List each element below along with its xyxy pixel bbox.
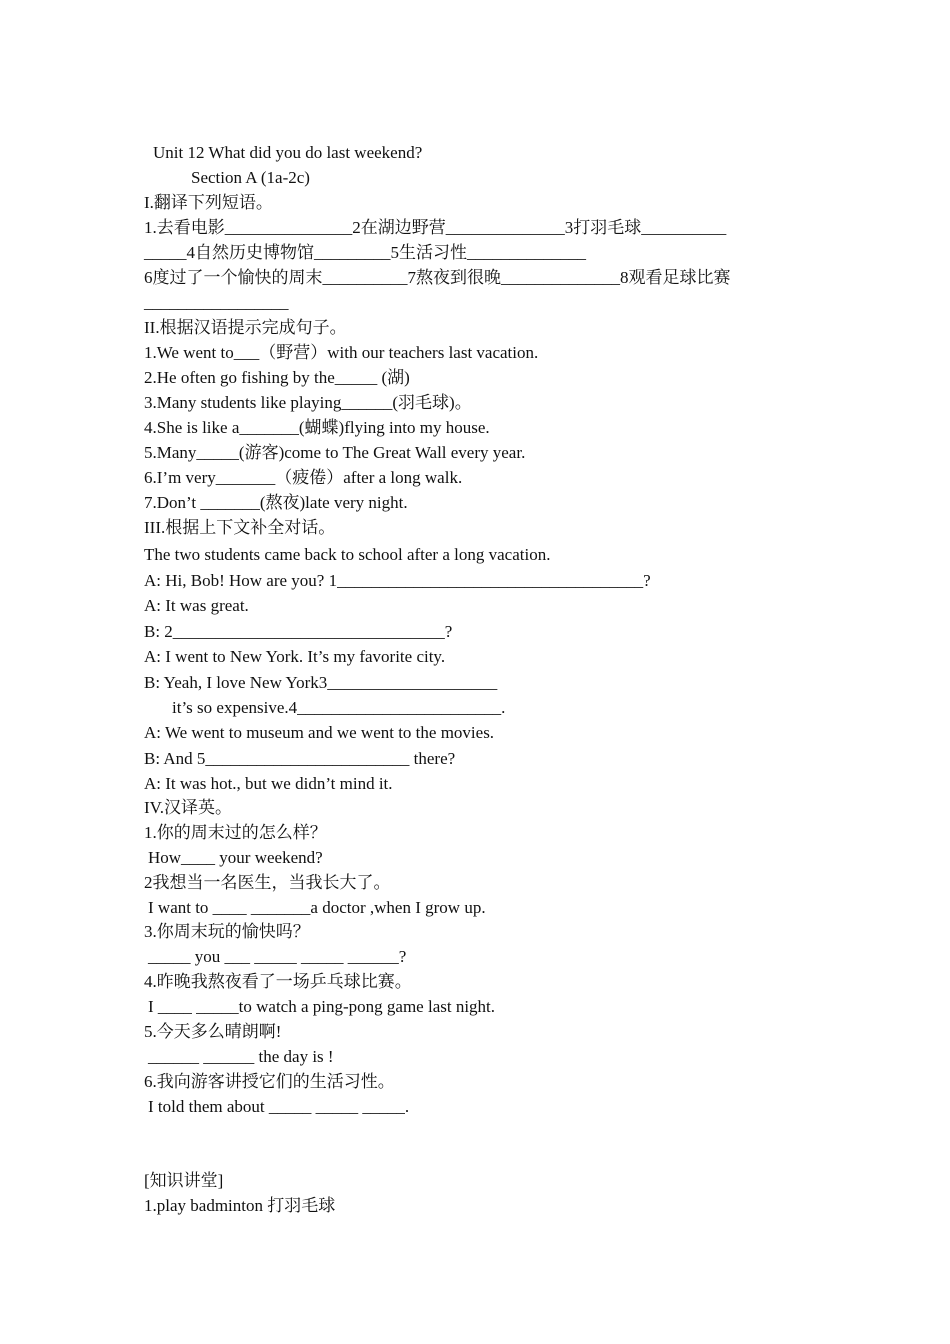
part2-line: 1.We went to___（野营）with our teachers last vacation. xyxy=(144,343,539,362)
part4-line: I want to ____ _______a doctor ,when I grow up. xyxy=(148,898,486,917)
unit-title: Unit 12 What did you do last weekend? xyxy=(153,143,423,162)
part3-line: The two students came back to school after a long vacation. xyxy=(144,545,551,564)
part3-line: A: Hi, Bob! How are you? 1____________________________________? xyxy=(144,571,651,590)
part4-heading: IV.汉译英。 xyxy=(144,798,232,817)
part4-line: I ____ _____to watch a ping-pong game last night. xyxy=(148,997,496,1016)
part3-line: B: 2________________________________? xyxy=(144,622,453,641)
part3-line: B: And 5________________________ there? xyxy=(144,749,456,768)
part3-line: A: It was hot., but we didn’t mind it. xyxy=(144,774,393,793)
part3-line: A: It was great. xyxy=(144,596,249,615)
part3-line: A: We went to museum and we went to the movies. xyxy=(144,723,495,742)
part4-line: 1.你的周末过的怎么样？ xyxy=(144,823,327,842)
part2-line: 6.I’m very_______（疲倦）after a long walk. xyxy=(144,468,463,487)
part3-line: B: Yeah, I love New York3____________________ xyxy=(144,673,498,692)
part4-line: 6.我向游客讲授它们的生活习性。 xyxy=(144,1072,395,1091)
part2-line: 4.She is like a_______(蝴蝶)flying into my house. xyxy=(144,418,490,437)
part4-line: 3.你周末玩的愉快吗？ xyxy=(144,922,310,941)
part2-line: 5.Many_____(游客)come to The Great Wall every year. xyxy=(144,443,526,462)
knowledge-heading: [知识讲堂] xyxy=(144,1171,224,1190)
part4-line: 2我想当一名医生，当我长大了。 xyxy=(144,873,391,892)
part4-line: I told them about _____ _____ _____. xyxy=(148,1097,410,1116)
part3-heading: III.根据上下文补全对话。 xyxy=(144,518,336,537)
part1-line: _____4自然历史博物馆_________5生活习性______________ xyxy=(144,243,586,262)
part1-line: _________________ xyxy=(144,293,289,312)
part3-line: it’s so expensive.4________________________. xyxy=(172,698,506,717)
part2-line: 2.He often go fishing by the_____ (湖) xyxy=(144,368,410,387)
part2-line: 7.Don’t _______(熬夜)late very night. xyxy=(144,493,408,512)
part2-heading: II.根据汉语提示完成句子。 xyxy=(144,318,347,337)
part4-line: How____ your weekend? xyxy=(148,848,323,867)
part2-line: 3.Many students like playing______(羽毛球)。 xyxy=(144,393,472,412)
part4-line: ______ ______ the day is ! xyxy=(148,1047,334,1066)
part3-line: A: I went to New York. It’s my favorite city. xyxy=(144,647,446,666)
part1-heading: I.翻译下列短语。 xyxy=(144,193,273,212)
part4-line: 4.昨晚我熬夜看了一场乒乓球比赛。 xyxy=(144,972,412,991)
part1-line: 6度过了一个愉快的周末__________7熬夜到很晚______________8观看足球比赛 xyxy=(144,268,731,287)
part4-line: _____ you ___ _____ _____ ______? xyxy=(148,947,407,966)
part4-line: 5.今天多么晴朗啊! xyxy=(144,1022,282,1041)
section-title: Section A (1a-2c) xyxy=(191,168,310,187)
knowledge-line: 1.play badminton 打羽毛球 xyxy=(144,1196,336,1215)
part1-line: 1.去看电影_______________2在湖边野营______________3打羽毛球__________ xyxy=(144,218,727,237)
